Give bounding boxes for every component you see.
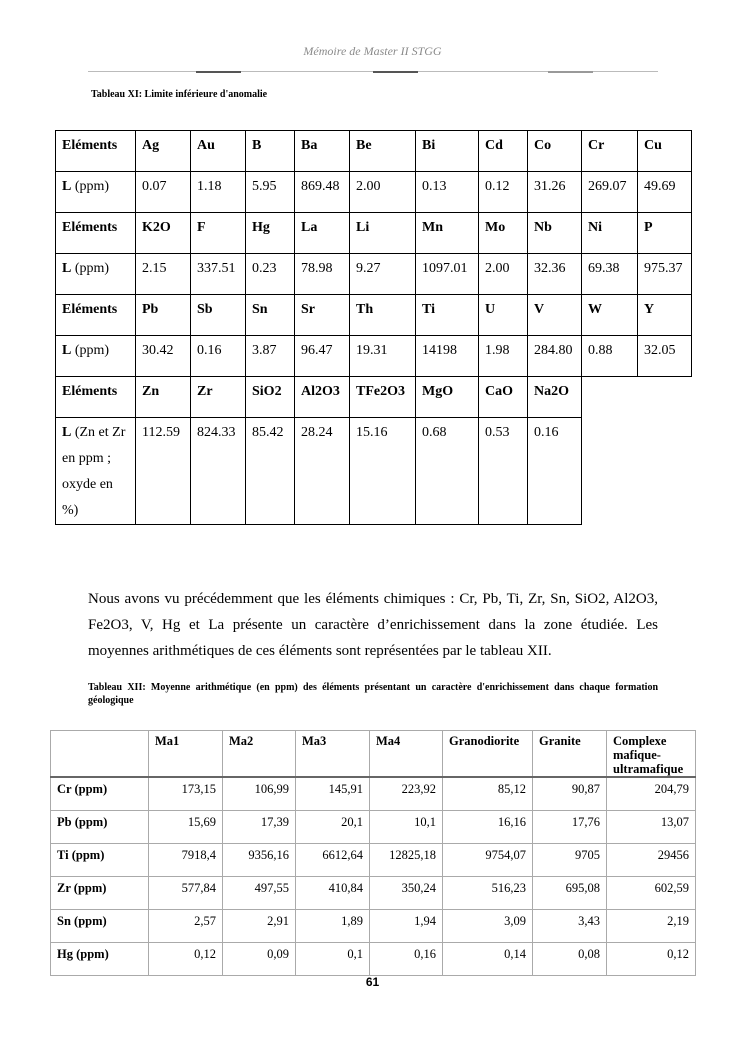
element-cell: Sn (246, 295, 295, 336)
value-cell: 0,14 (443, 943, 533, 976)
column-header: Ma3 (296, 731, 370, 778)
element-cell: MgO (416, 377, 479, 418)
value-cell: 284.80 (528, 336, 582, 377)
element-cell: Nb (528, 213, 582, 254)
row-label: Eléments (56, 295, 136, 336)
element-cell: Th (350, 295, 416, 336)
value-cell: 0,16 (370, 943, 443, 976)
element-cell: Cu (638, 131, 692, 172)
corner-cell (51, 731, 149, 778)
value-cell: 5.95 (246, 172, 295, 213)
value-cell: 602,59 (607, 877, 696, 910)
value-cell: 1097.01 (416, 254, 479, 295)
empty-cell (638, 418, 692, 525)
row-label-unit: (ppm) (71, 343, 110, 358)
element-cell: La (295, 213, 350, 254)
element-cell: Ni (582, 213, 638, 254)
value-cell: 145,91 (296, 777, 370, 811)
value-cell: 30.42 (136, 336, 191, 377)
value-cell: 204,79 (607, 777, 696, 811)
row-label (56, 254, 136, 295)
page-number: 61 (365, 975, 380, 989)
table-xi (55, 130, 692, 525)
table-row (51, 844, 696, 877)
element-cell: Na2O (528, 377, 582, 418)
element-cell: Bi (416, 131, 479, 172)
value-cell: 28.24 (295, 418, 350, 525)
element-cell: Y (638, 295, 692, 336)
element-cell: V (528, 295, 582, 336)
limit-value-row (56, 336, 692, 377)
element-cell: Co (528, 131, 582, 172)
element-cell: Al2O3 (295, 377, 350, 418)
element-cell: Zr (191, 377, 246, 418)
element-cell: K2O (136, 213, 191, 254)
value-cell: 0.07 (136, 172, 191, 213)
value-cell: 90,87 (533, 777, 607, 811)
value-cell: 15.16 (350, 418, 416, 525)
element-header-row (56, 213, 692, 254)
header-divider (88, 71, 658, 72)
element-cell: W (582, 295, 638, 336)
value-cell: 3.87 (246, 336, 295, 377)
value-cell: 2.00 (479, 254, 528, 295)
column-header: Ma2 (223, 731, 296, 778)
value-cell: 824.33 (191, 418, 246, 525)
value-cell: 0.23 (246, 254, 295, 295)
value-cell: 2.00 (350, 172, 416, 213)
element-cell: Be (350, 131, 416, 172)
row-label-bold: L (62, 425, 72, 440)
value-cell: 350,24 (370, 877, 443, 910)
value-cell: 1.98 (479, 336, 528, 377)
value-cell: 112.59 (136, 418, 191, 525)
table-xii-caption: Tableau XII: Moyenne arithmétique (en ppm) des éléments présentant un caractère d'enrichissement dans chaque formation géologique (88, 682, 658, 706)
row-label (56, 336, 136, 377)
value-cell: 10,1 (370, 811, 443, 844)
element-cell: Ag (136, 131, 191, 172)
value-cell: 0.13 (416, 172, 479, 213)
element-cell: Sr (295, 295, 350, 336)
element-cell: Ba (295, 131, 350, 172)
element-header-row (56, 377, 692, 418)
value-cell: 975.37 (638, 254, 692, 295)
value-cell: 269.07 (582, 172, 638, 213)
limit-value-row (56, 418, 692, 525)
value-cell: 29456 (607, 844, 696, 877)
value-cell: 31.26 (528, 172, 582, 213)
value-cell: 15,69 (149, 811, 223, 844)
table-row (51, 910, 696, 943)
table-row (51, 811, 696, 844)
table-row (51, 877, 696, 910)
table-xii (50, 730, 696, 976)
table-xi-caption: Tableau XI: Limite inférieure d'anomalie (91, 89, 268, 100)
value-cell: 106,99 (223, 777, 296, 811)
element-cell: Cd (479, 131, 528, 172)
value-cell: 173,15 (149, 777, 223, 811)
value-cell: 0,12 (149, 943, 223, 976)
value-cell: 17,39 (223, 811, 296, 844)
value-cell: 516,23 (443, 877, 533, 910)
row-label: Hg (ppm) (51, 943, 149, 976)
row-label: Ti (ppm) (51, 844, 149, 877)
row-label (56, 172, 136, 213)
value-cell: 7918,4 (149, 844, 223, 877)
value-cell: 1.18 (191, 172, 246, 213)
row-label: Sn (ppm) (51, 910, 149, 943)
element-cell: Au (191, 131, 246, 172)
row-label-bold: L (62, 261, 72, 276)
value-cell: 2,91 (223, 910, 296, 943)
value-cell: 13,07 (607, 811, 696, 844)
value-cell: 3,43 (533, 910, 607, 943)
value-cell: 9.27 (350, 254, 416, 295)
value-cell: 14198 (416, 336, 479, 377)
element-cell: CaO (479, 377, 528, 418)
element-header-row (56, 295, 692, 336)
value-cell: 0,12 (607, 943, 696, 976)
row-label-bold: L (62, 179, 72, 194)
value-cell: 19.31 (350, 336, 416, 377)
value-cell: 0,09 (223, 943, 296, 976)
element-cell: U (479, 295, 528, 336)
table-header-row (51, 731, 696, 778)
value-cell: 0.88 (582, 336, 638, 377)
value-cell: 0,08 (533, 943, 607, 976)
value-cell: 497,55 (223, 877, 296, 910)
element-header-row (56, 131, 692, 172)
value-cell: 1,89 (296, 910, 370, 943)
empty-cell (638, 377, 692, 418)
value-cell: 17,76 (533, 811, 607, 844)
column-header: Ma1 (149, 731, 223, 778)
row-label: Zr (ppm) (51, 877, 149, 910)
column-header: Ma4 (370, 731, 443, 778)
table-row (51, 943, 696, 976)
row-label: Pb (ppm) (51, 811, 149, 844)
value-cell: 49.69 (638, 172, 692, 213)
element-cell: F (191, 213, 246, 254)
value-cell: 0.16 (191, 336, 246, 377)
element-cell: TFe2O3 (350, 377, 416, 418)
value-cell: 3,09 (443, 910, 533, 943)
value-cell: 85.42 (246, 418, 295, 525)
row-label-bold: L (62, 343, 72, 358)
column-header: Granodiorite (443, 731, 533, 778)
value-cell: 69.38 (582, 254, 638, 295)
value-cell: 2,19 (607, 910, 696, 943)
value-cell: 6612,64 (296, 844, 370, 877)
empty-cell (582, 418, 638, 525)
value-cell: 0.68 (416, 418, 479, 525)
element-cell: Sb (191, 295, 246, 336)
element-cell: Mn (416, 213, 479, 254)
row-label: Cr (ppm) (51, 777, 149, 811)
value-cell: 20,1 (296, 811, 370, 844)
element-cell: Zn (136, 377, 191, 418)
value-cell: 12825,18 (370, 844, 443, 877)
row-label: Eléments (56, 377, 136, 418)
value-cell: 0.53 (479, 418, 528, 525)
value-cell: 0,1 (296, 943, 370, 976)
value-cell: 9705 (533, 844, 607, 877)
value-cell: 0.16 (528, 418, 582, 525)
row-label-unit: (ppm) (71, 179, 110, 194)
row-label-unit: (Zn et Zr en ppm ; oxyde en %) (62, 425, 126, 518)
column-header: Granite (533, 731, 607, 778)
value-cell: 1,94 (370, 910, 443, 943)
element-cell: B (246, 131, 295, 172)
table-row (51, 777, 696, 811)
body-paragraph: Nous avons vu précédemment que les éléments chimiques : Cr, Pb, Ti, Zr, Sn, SiO2, Al2O3, Fe2O3, V, Hg et La présente un caractère d’enrichissement dans la zone étudiée. Les moyennes arithmétiques de ces éléments sont représentées par le tableau XII. (88, 591, 658, 659)
row-label: Eléments (56, 131, 136, 172)
value-cell: 96.47 (295, 336, 350, 377)
limit-value-row (56, 254, 692, 295)
value-cell: 9356,16 (223, 844, 296, 877)
value-cell: 577,84 (149, 877, 223, 910)
element-cell: SiO2 (246, 377, 295, 418)
row-label-unit: (ppm) (71, 261, 110, 276)
value-cell: 223,92 (370, 777, 443, 811)
value-cell: 16,16 (443, 811, 533, 844)
value-cell: 337.51 (191, 254, 246, 295)
limit-value-row (56, 172, 692, 213)
value-cell: 78.98 (295, 254, 350, 295)
empty-cell (582, 377, 638, 418)
value-cell: 0.12 (479, 172, 528, 213)
value-cell: 2.15 (136, 254, 191, 295)
value-cell: 85,12 (443, 777, 533, 811)
value-cell: 2,57 (149, 910, 223, 943)
value-cell: 869.48 (295, 172, 350, 213)
column-header: Complexe mafique-ultramafique (607, 731, 696, 778)
element-cell: Cr (582, 131, 638, 172)
element-cell: Li (350, 213, 416, 254)
element-cell: Mo (479, 213, 528, 254)
value-cell: 695,08 (533, 877, 607, 910)
value-cell: 32.05 (638, 336, 692, 377)
element-cell: Pb (136, 295, 191, 336)
value-cell: 32.36 (528, 254, 582, 295)
running-header: Mémoire de Master II STGG (303, 44, 442, 58)
value-cell: 410,84 (296, 877, 370, 910)
value-cell: 9754,07 (443, 844, 533, 877)
element-cell: P (638, 213, 692, 254)
element-cell: Hg (246, 213, 295, 254)
row-label (56, 418, 136, 525)
row-label: Eléments (56, 213, 136, 254)
element-cell: Ti (416, 295, 479, 336)
